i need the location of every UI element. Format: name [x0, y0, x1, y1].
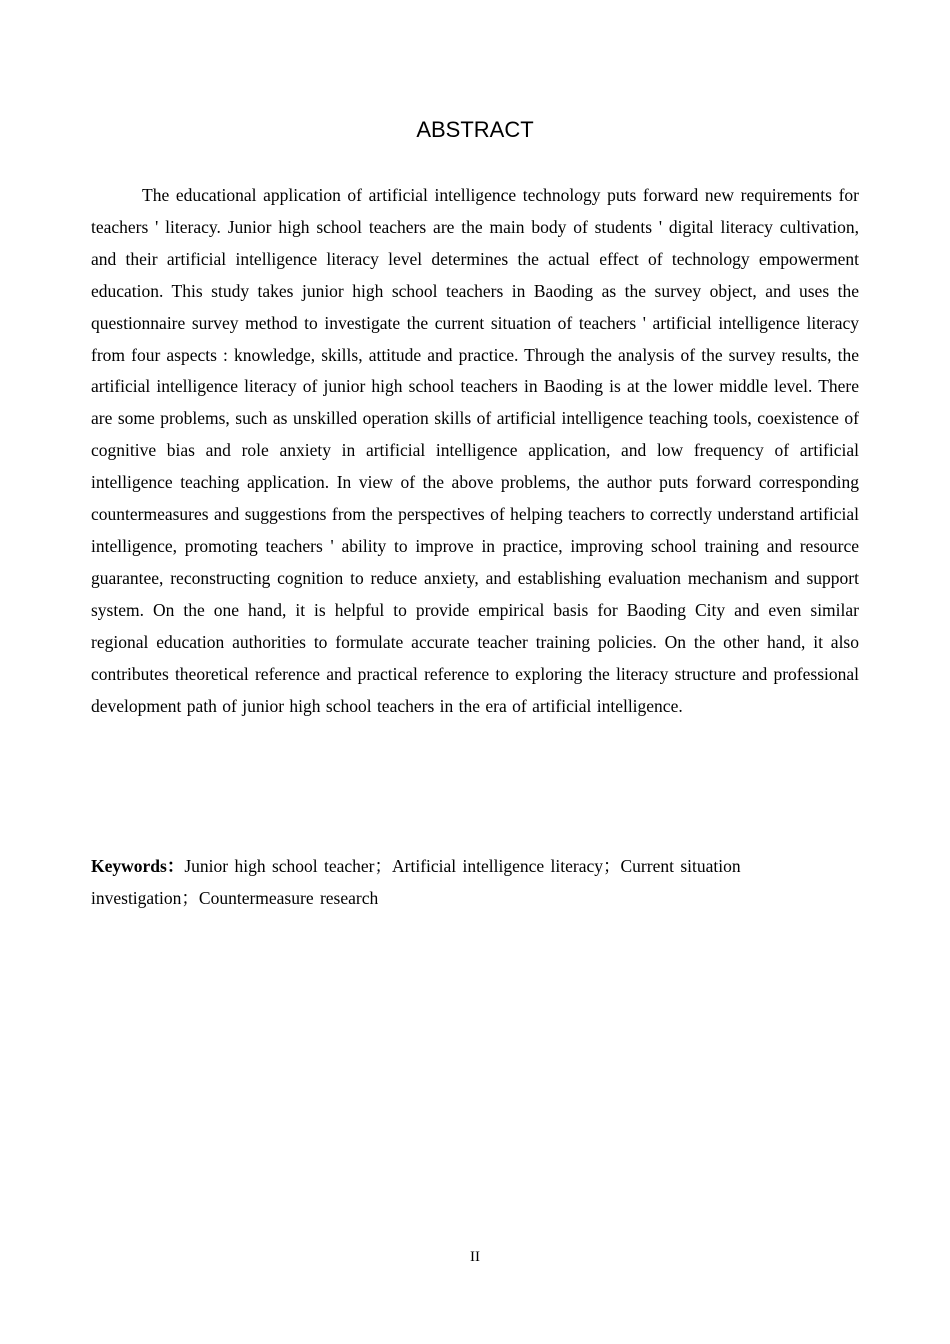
keywords-label: Keywords： — [91, 856, 185, 876]
abstract-title: ABSTRACT — [416, 117, 534, 142]
keywords-text: Junior high school teacher；Artificial intelligence literacy；Current situation investigation；Countermeasure research — [91, 856, 741, 908]
page-number: II — [470, 1249, 480, 1265]
abstract-body: The educational application of artificial intelligence technology puts forward new requirements for teachers ' literacy. Junior high school teachers are the main body of students ' digital literacy cultivation, and their artificial intelligence literacy level determines the actual effect of technology empowerment education. This study takes junior high school teachers in Baoding as the survey object, and uses the questionnaire survey method to investigate the current situation of teachers ' artificial intelligence literacy from four aspects : knowledge, skills, attitude and practice. Through the analysis of the survey results, the artificial intelligence literacy of junior high school teachers in Baoding is at the lower middle level. There are some problems, such as unskilled operation skills of artificial intelligence teaching tools, coexistence of cognitive bias and role anxiety in artificial intelligence application, and low frequency of artificial intelligence teaching application. In view of the above problems, the author puts forward corresponding countermeasures and suggestions from the perspectives of helping teachers to correctly understand artificial intelligence, promoting teachers ' ability to improve in practice, improving school training and resource guarantee, reconstructing cognition to reduce anxiety, and establishing evaluation mechanism and support system. On the one hand, it is helpful to provide empirical basis for Baoding City and even similar regional education authorities to formulate accurate teacher training policies. On the other hand, it also contributes theoretical reference and practical reference to exploring the literacy structure and professional development path of junior high school teachers in the era of artificial intelligence. — [91, 185, 859, 716]
keywords-paragraph — [91, 851, 831, 915]
